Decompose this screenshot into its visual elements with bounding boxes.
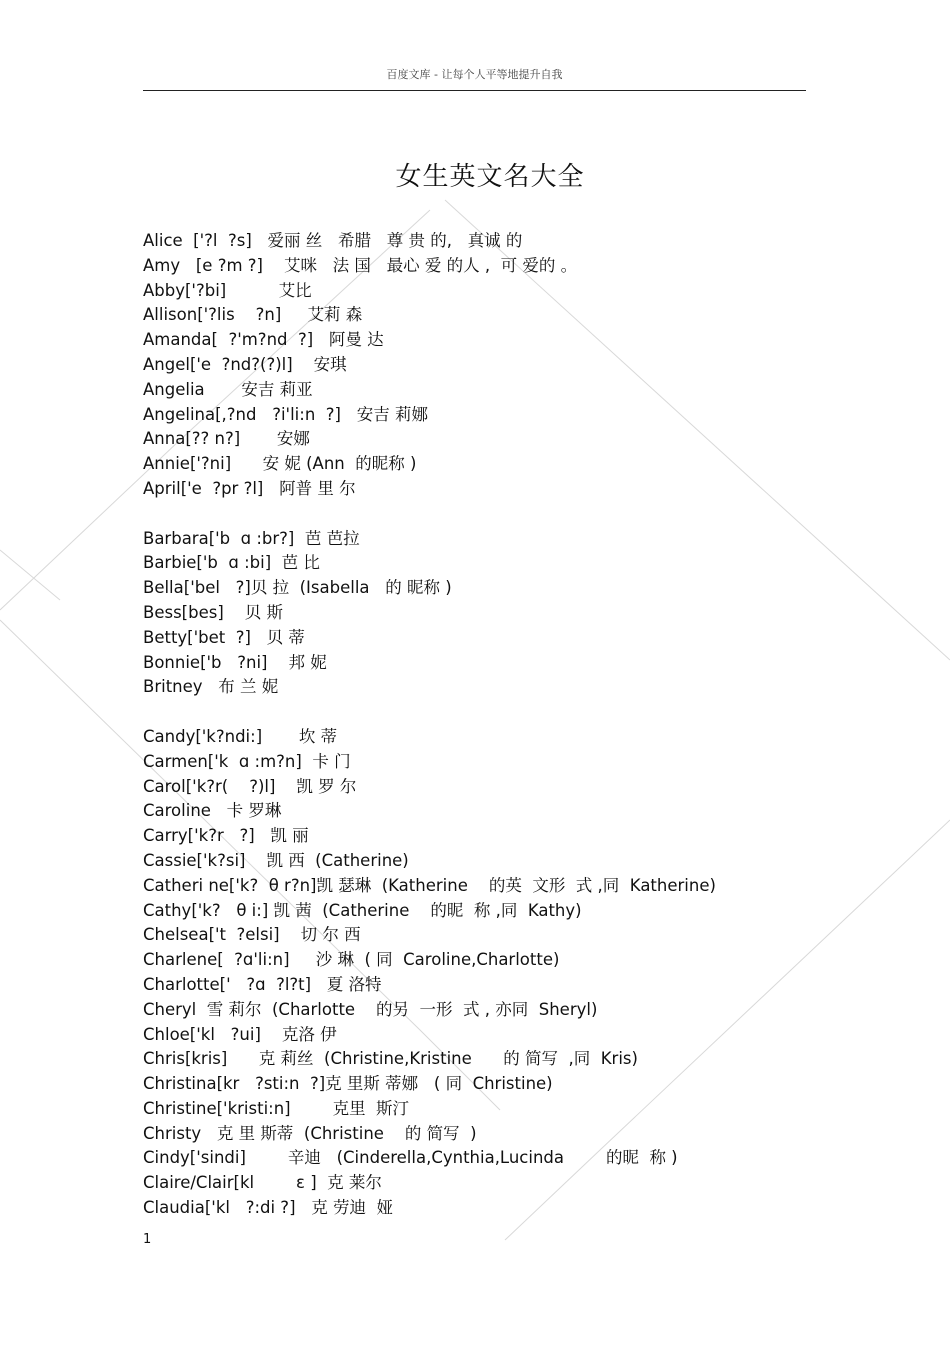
name-entry: Cassie['k?si] 凯 西 (Catherine): [143, 850, 409, 870]
page-number: 1: [143, 1232, 152, 1247]
name-entry: Barbie['b ɑ :bi] 芭 比: [143, 553, 320, 573]
name-entry: Chelsea['t ?elsi] 切 尔 西: [143, 925, 361, 945]
name-entry: Bonnie['b ?ni] 邦 妮: [143, 652, 327, 672]
name-entry: Angelina[,?nd ?i'li:n ?] 安吉 莉娜: [143, 404, 428, 424]
document-title: 女生英文名大全: [395, 162, 585, 192]
name-entry: Cindy['sindi] 辛迪 (Cinderella,Cynthia,Lucinda 的昵 称 ): [143, 1148, 678, 1168]
name-entry: Annie['?ni] 安 妮 (Ann 的昵称 ): [143, 454, 417, 474]
name-entry: Catheri ne['k? θ r?n]凯 瑟琳 (Katherine 的英 文形 式 ,同 Katherine): [143, 875, 716, 895]
name-entry: Carol['k?r( ?)l] 凯 罗 尔: [143, 776, 357, 796]
name-entry: Claire/Clair[kl ɛ ] 克 莱尔: [143, 1173, 382, 1193]
name-entry: Candy['k?ndi:] 坎 蒂: [143, 726, 338, 746]
name-entry: Chris[kris] 克 莉丝 (Christine,Kristine 的 简写 ,同 Kris): [143, 1049, 638, 1069]
name-entry: Amanda[ ?'m?nd ?] 阿曼 达: [143, 330, 384, 350]
name-list: [143, 229, 863, 1221]
name-entry: Cathy['k? θ i:] 凯 茜 (Catherine 的昵 称 ,同 Kathy): [143, 900, 582, 920]
name-entry: Bess[bes] 贝 斯: [143, 602, 283, 622]
name-entry: Caroline 卡 罗琳: [143, 801, 282, 821]
group-spacer: [143, 502, 863, 527]
name-entry: Charlene[ ?ɑ'li:n] 沙 琳 ( 同 Caroline,Charlotte): [143, 950, 560, 970]
name-entry: Christina[kr ?sti:n ?]克 里斯 蒂娜 ( 同 Christine): [143, 1074, 553, 1094]
group-spacer: [143, 700, 863, 725]
name-entry: Bella['bel ?]贝 拉 (Isabella 的 昵称 ): [143, 578, 452, 598]
name-entry: Angelia 安吉 莉亚: [143, 379, 313, 399]
name-entry: April['e ?pr ?l] 阿普 里 尔: [143, 478, 356, 498]
name-entry: Alice ['?l ?s] 爱丽 丝 希腊 尊 贵 的, 真诚 的: [143, 231, 523, 250]
name-entry: Claudia['kl ?:di ?] 克 劳迪 娅: [143, 1198, 393, 1218]
name-entry: Angel['e ?nd?(?)l] 安琪: [143, 354, 347, 374]
name-entry: Abby['?bi] 艾比: [143, 280, 312, 300]
name-entry: Britney 布 兰 妮: [143, 677, 279, 697]
name-entry: Chloe['kl ?ui] 克洛 伊: [143, 1024, 337, 1044]
name-entry: Anna[?? n?] 安娜: [143, 429, 310, 449]
name-entry: Carry['k?r ?] 凯 丽: [143, 826, 309, 846]
name-entry: Charlotte[' ?ɑ ?l?t] 夏 洛特: [143, 974, 382, 994]
page-header: 百度文库 - 让每个人平等地提升自我: [386, 68, 563, 81]
name-entry: Cheryl 雪 莉尔 (Charlotte 的另 一形 式 , 亦同 Sheryl): [143, 999, 598, 1019]
name-entry: Amy [e ?m ?] 艾咪 法 国 最心 爱 的人 , 可 爱的 。: [143, 255, 578, 275]
name-entry: Betty['bet ?] 贝 蒂: [143, 627, 305, 647]
name-entry: Christine['kristi:n] 克里 斯汀: [143, 1098, 410, 1118]
name-entry: Allison['?lis ?n] 艾莉 森: [143, 305, 363, 325]
name-entry: Barbara['b ɑ :br?] 芭 芭拉: [143, 528, 360, 548]
name-entry: Christy 克 里 斯蒂 (Christine 的 简写 ): [143, 1123, 477, 1143]
name-entry: Carmen['k ɑ :m?n] 卡 门: [143, 751, 351, 771]
header-divider: [143, 90, 806, 91]
